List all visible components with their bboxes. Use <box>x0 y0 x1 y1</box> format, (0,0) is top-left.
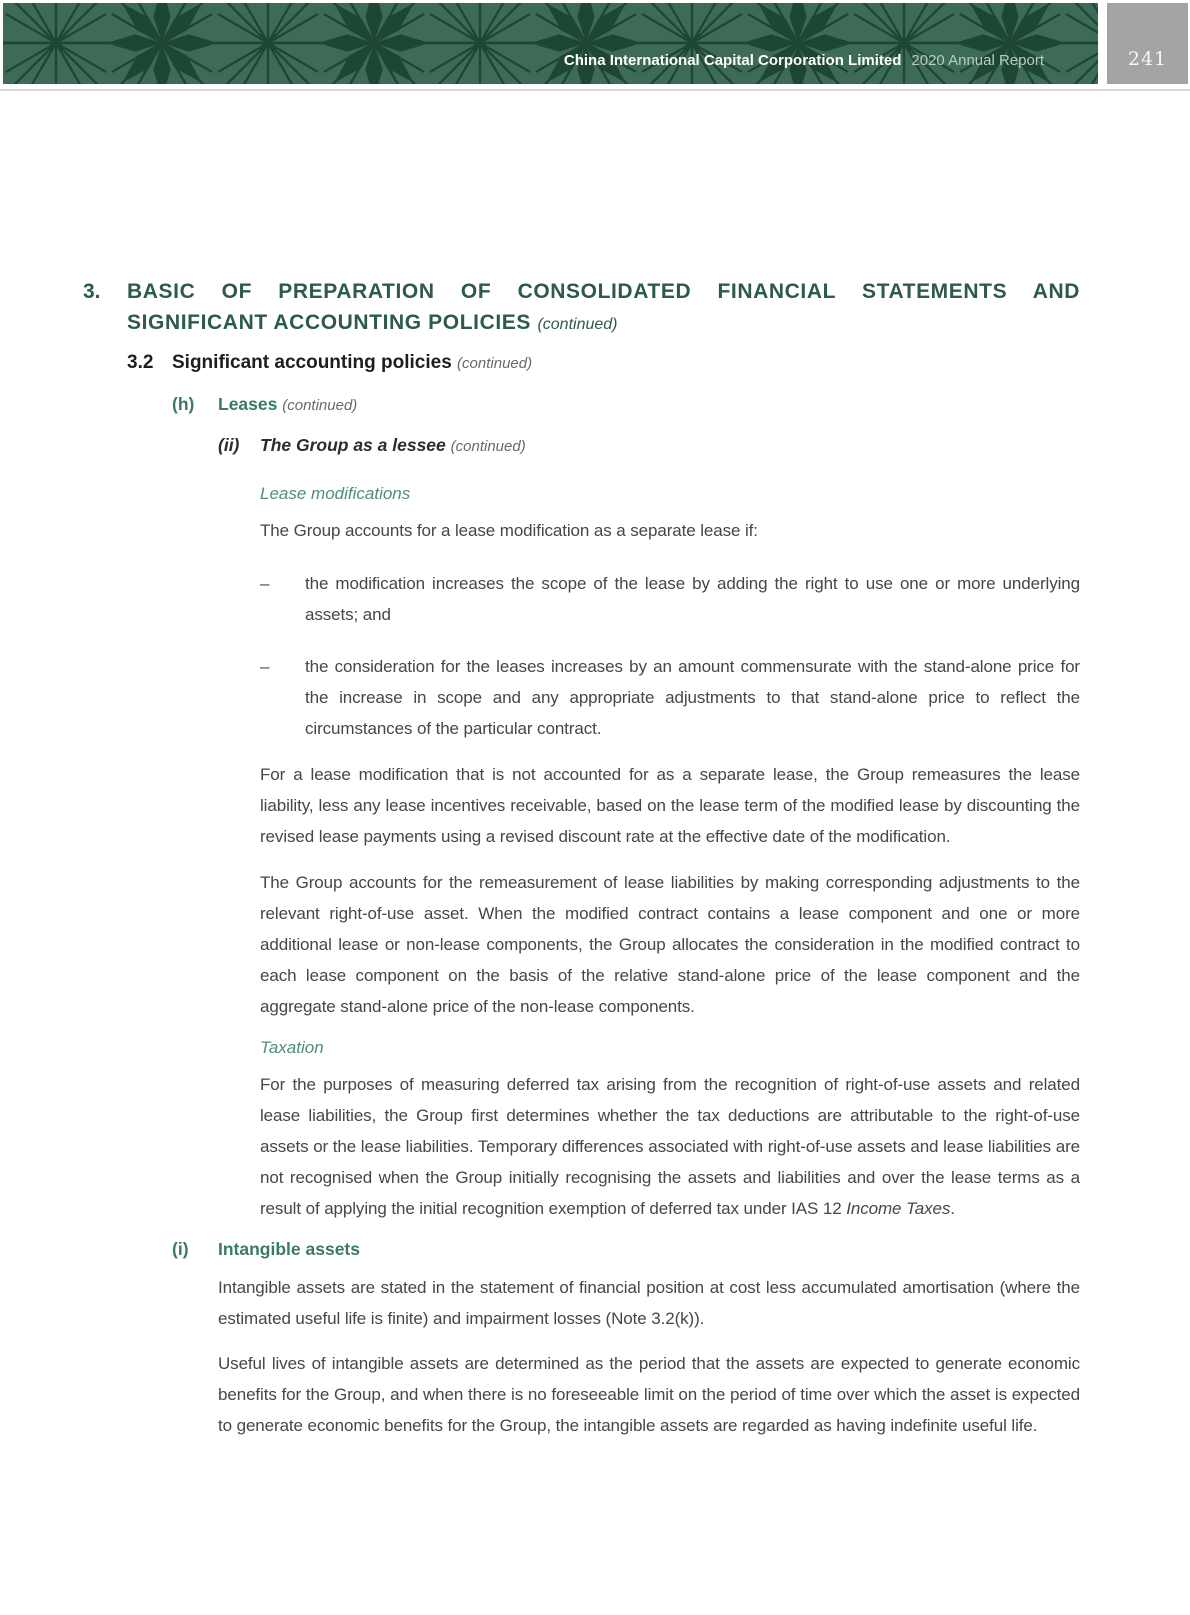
taxation-suffix: . <box>950 1199 955 1218</box>
leases-heading <box>172 389 1080 421</box>
subsection-number: 3.2 <box>127 352 154 373</box>
lessee-continued: (continued) <box>450 438 526 455</box>
intangible-label: (i) <box>172 1239 189 1259</box>
lessee-heading <box>218 430 1080 462</box>
taxation-text: For the purposes of measuring deferred tax arising from the recognition of right-of-use assets and related lease liabilities, the Group first determines whether the tax deductions are attributable to the right-of-use assets or the lease liabilities. Temporary differences associated with right-of-use assets and lease liabilities are not recognised when the Group initially recognising the assets and liabilities and over the lease terms as a result of applying the initial recognition exemption of deferred tax under IAS 12 <box>260 1075 1080 1218</box>
paragraph: Intangible assets are stated in the statement of financial position at cost less accumulated amortisation (where the estimated useful life is finite) and impairment losses (Note 3.2(k)). <box>218 1278 1080 1328</box>
bullet-item <box>260 651 1080 744</box>
taxation-paragraph <box>260 1069 1080 1224</box>
leases-continued: (continued) <box>282 397 358 414</box>
section-continued: (continued) <box>537 316 618 333</box>
intangible-title: Intangible assets <box>218 1239 360 1259</box>
section-title-block <box>127 276 1080 340</box>
document-body <box>0 276 1190 1441</box>
header-divider <box>0 89 1190 91</box>
page-header <box>0 0 1190 91</box>
leases-label: (h) <box>172 394 195 414</box>
lessee-title: The Group as a lessee <box>260 435 446 455</box>
subsection-title-block <box>172 347 1080 379</box>
subsection-heading <box>127 347 1080 379</box>
leases-title: Leases <box>218 394 278 414</box>
taxation-heading: Taxation <box>260 1038 324 1057</box>
section-heading <box>83 276 1080 340</box>
bullet-text: the consideration for the leases increases by an amount commensurate with the stand-alone price for the increase in scope and any appropriate adjustments to that stand-alone price to reflect the circumstances of the particular contract. <box>305 657 1080 738</box>
lease-modifications-intro: The Group accounts for a lease modification as a separate lease if: <box>260 521 758 540</box>
report-title: 2020 Annual Report <box>911 52 1044 69</box>
banner-text <box>564 52 1044 70</box>
paragraph: For a lease modification that is not accounted for as a separate lease, the Group remeasures the lease liability, less any lease incentives receivable, based on the lease term of the modified lease by discounting the revised lease payments using a revised discount rate at the effective date of the modification. <box>260 765 1080 846</box>
subsection-title: Significant accounting policies <box>172 352 452 373</box>
ias12-reference: Income Taxes <box>846 1199 951 1218</box>
paragraph: The Group accounts for the remeasurement of lease liabilities by making corresponding adjustments to the relevant right-of-use asset. When the modified contract contains a lease component and one or more additional lease or non-lease components, the Group allocates the consideration in the modified contract to each lease component on the basis of the relative stand-alone price of the lease component and the aggregate stand-alone price of the non-lease components. <box>260 873 1080 1016</box>
leases-title-block <box>218 389 1080 421</box>
lease-modifications-heading: Lease modifications <box>260 484 411 503</box>
bullet-text: the modification increases the scope of the lease by adding the right to use one or more underlying assets; and <box>305 574 1080 624</box>
subsection-continued: (continued) <box>457 355 533 372</box>
paragraph: Useful lives of intangible assets are determined as the period that the assets are expected to generate economic benefits for the Group, and when there is no foreseeable limit on the period of time over which the asset is expected to generate economic benefits for the Group, the intangible assets are regarded as having indefinite useful life. <box>218 1354 1080 1435</box>
intangible-assets-heading <box>172 1234 1080 1265</box>
section-title: BASIC OF PREPARATION OF CONSOLIDATED FINANCIAL STATEMENTS AND SIGNIFICANT ACCOUNTING POLICIES <box>127 280 1080 334</box>
lessee-title-block <box>260 430 1080 462</box>
bullet-item <box>260 568 1080 630</box>
lessee-label: (ii) <box>218 435 240 455</box>
page-number-box <box>1107 3 1188 84</box>
page-number: 241 <box>1127 48 1168 70</box>
company-name: China International Capital Corporation Limited <box>563 52 902 69</box>
asanoha-pattern-graphic <box>3 3 1098 84</box>
bullet-dash: – <box>260 574 270 593</box>
header-banner <box>3 3 1098 84</box>
section-number: 3. <box>83 280 101 303</box>
bullet-dash: – <box>260 657 270 676</box>
